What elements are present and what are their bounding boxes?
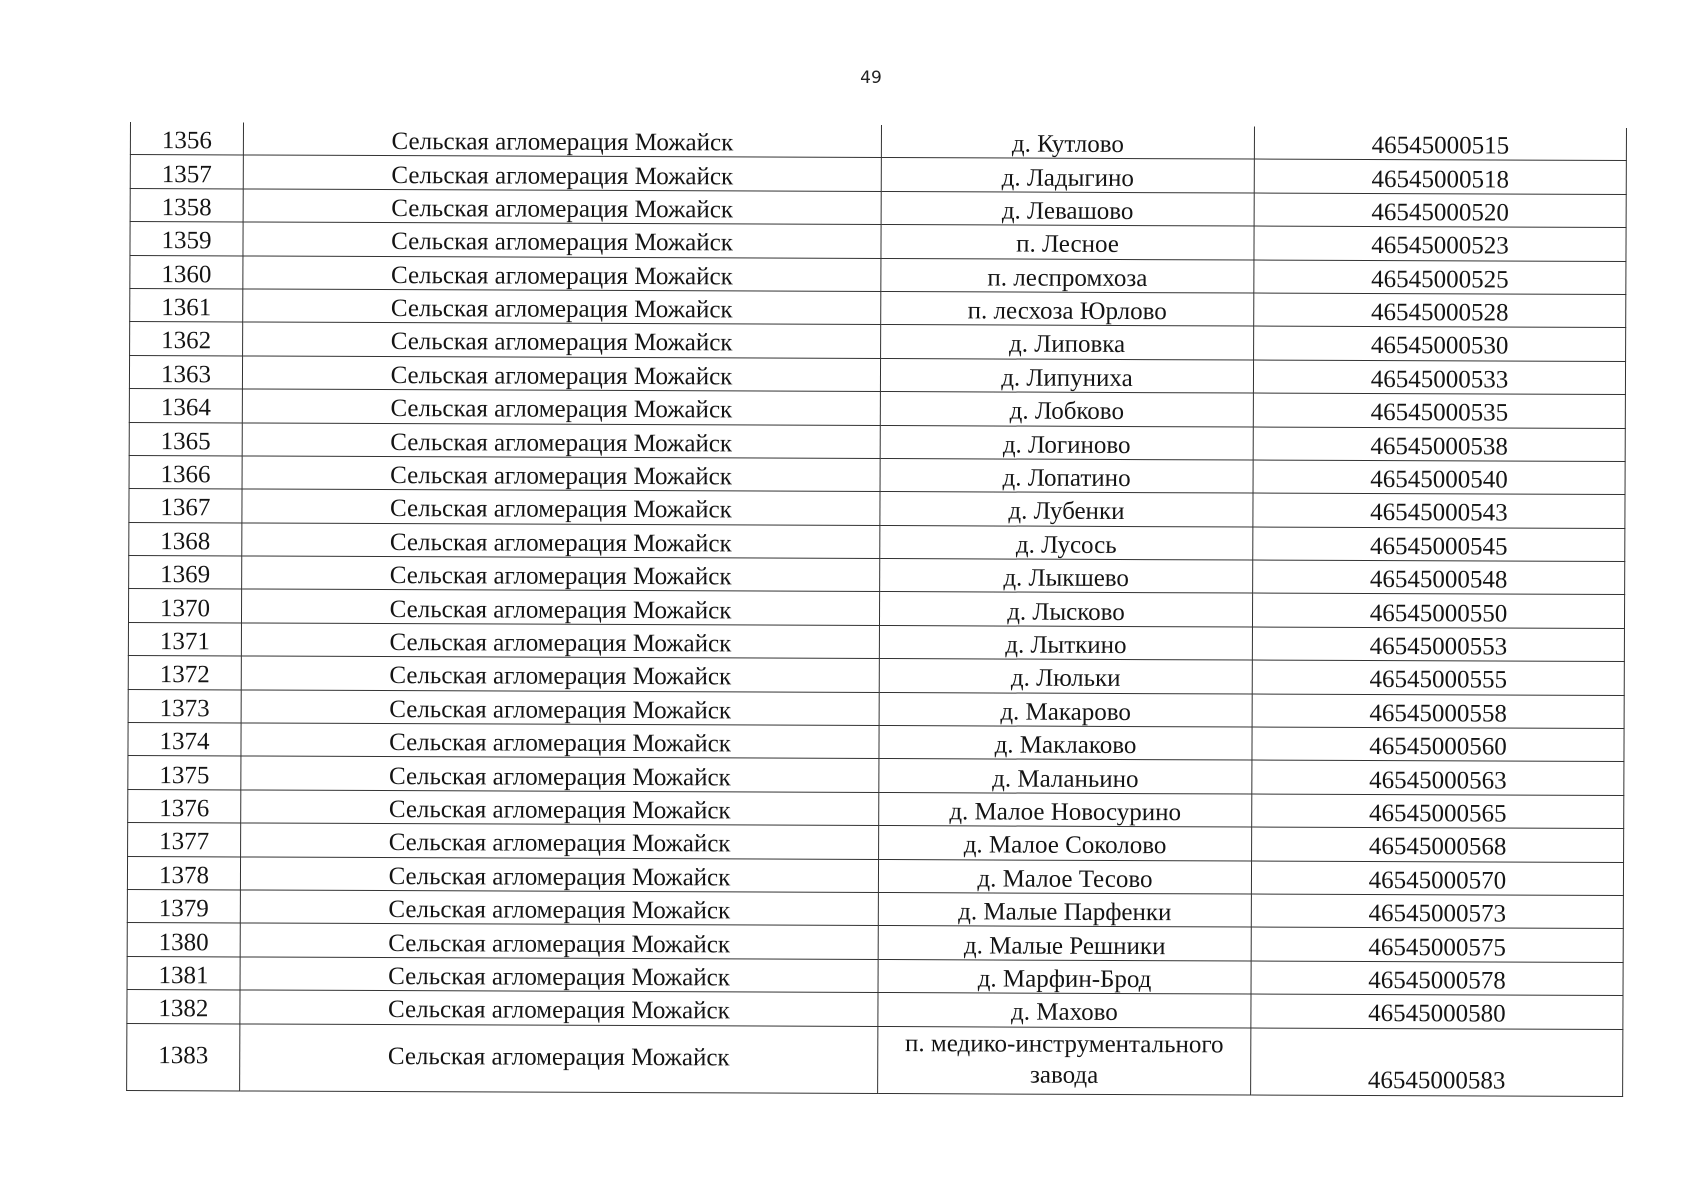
oktmo-code-cell: 46545000550: [1252, 593, 1624, 628]
oktmo-code-cell: 46545000530: [1254, 326, 1626, 361]
row-number-cell: 1360: [130, 255, 243, 289]
oktmo-code-cell: 46545000560: [1252, 727, 1624, 762]
agglomeration-cell: Сельская агломерация Можайск: [240, 857, 878, 893]
row-number-cell: 1376: [128, 789, 241, 823]
oktmo-code-cell: 46545000535: [1253, 393, 1625, 428]
row-number-cell: 1378: [127, 856, 240, 890]
settlement-cell: д. Малое Соколово: [879, 826, 1252, 861]
oktmo-code-cell: 46545000580: [1251, 994, 1623, 1029]
oktmo-code-cell: 46545000553: [1252, 627, 1624, 662]
settlement-cell: п. Лесное: [881, 225, 1254, 260]
settlement-cell: д. Люльки: [879, 659, 1252, 694]
agglomeration-cell: Сельская агломерация Можайск: [241, 790, 879, 826]
agglomeration-cell: Сельская агломерация Можайск: [243, 222, 881, 258]
oktmo-code-cell: 46545000575: [1251, 927, 1623, 962]
agglomeration-cell: Сельская агломерация Можайск: [241, 623, 879, 659]
row-number-cell: 1363: [129, 355, 242, 389]
agglomeration-cell: Сельская агломерация Можайск: [240, 1023, 878, 1093]
agglomeration-cell: Сельская агломерация Можайск: [242, 389, 880, 425]
agglomeration-cell: Сельская агломерация Можайск: [241, 823, 879, 859]
row-number-cell: 1370: [128, 589, 241, 623]
agglomeration-cell: Сельская агломерация Можайск: [243, 322, 881, 358]
oktmo-code-cell: 46545000568: [1252, 827, 1624, 862]
agglomeration-cell: Сельская агломерация Можайск: [242, 556, 880, 592]
oktmo-code-cell: 46545000518: [1254, 159, 1626, 194]
agglomeration-cell: Сельская агломерация Можайск: [243, 256, 881, 292]
page-number: 49: [860, 68, 882, 88]
settlement-cell: д. Лусось: [880, 525, 1253, 560]
table-body: [127, 122, 1627, 1096]
row-number-cell: 1356: [130, 122, 243, 155]
agglomeration-cell: Сельская агломерация Можайск: [242, 422, 880, 458]
oktmo-code-cell: 46545000558: [1252, 694, 1624, 729]
agglomeration-cell: Сельская агломерация Можайск: [241, 690, 879, 726]
agglomeration-cell: Сельская агломерация Можайск: [240, 923, 878, 959]
table-row: [127, 1023, 1623, 1096]
oktmo-code-cell: 46545000528: [1254, 293, 1626, 328]
oktmo-code-cell: 46545000540: [1253, 460, 1625, 495]
settlement-cell: д. Маланьино: [879, 759, 1252, 794]
settlement-cell: д. Лубенки: [880, 492, 1253, 527]
row-number-cell: 1381: [127, 956, 240, 990]
row-number-cell: 1377: [128, 823, 241, 857]
settlement-cell: д. Махово: [878, 993, 1251, 1028]
agglomeration-cell: Сельская агломерация Можайск: [242, 456, 880, 492]
agglomeration-cell: Сельская агломерация Можайск: [241, 656, 879, 692]
oktmo-code-cell: 46545000520: [1254, 193, 1626, 228]
settlement-cell: д. Ладыгино: [881, 158, 1254, 193]
row-number-cell: 1365: [129, 422, 242, 456]
settlement-cell: д. Макарово: [879, 692, 1252, 727]
oktmo-code-cell: 46545000570: [1251, 861, 1623, 896]
oktmo-code-cell: 46545000548: [1253, 560, 1625, 595]
oktmo-code-cell: 46545000533: [1253, 360, 1625, 395]
row-number-cell: 1362: [130, 322, 243, 356]
row-number-cell: 1368: [129, 522, 242, 556]
settlement-cell: д. Малые Парфенки: [878, 892, 1251, 927]
agglomeration-cell: Сельская агломерация Можайск: [243, 189, 881, 225]
settlement-cell: д. Левашово: [881, 191, 1254, 226]
agglomeration-cell: Сельская агломерация Можайск: [243, 122, 881, 157]
agglomeration-cell: Сельская агломерация Можайск: [243, 155, 881, 191]
row-number-cell: 1371: [128, 622, 241, 656]
row-number-cell: 1364: [129, 389, 242, 423]
agglomeration-cell: Сельская агломерация Можайск: [241, 589, 879, 625]
settlement-cell: д. Логиново: [880, 425, 1253, 460]
settlement-cell: д. Лопатино: [880, 458, 1253, 493]
settlement-cell: д. Маклаково: [879, 726, 1252, 761]
settlement-cell: д. Лобково: [880, 392, 1253, 427]
settlement-cell: д. Марфин-Брод: [878, 959, 1251, 994]
settlement-cell: д. Лыткино: [879, 625, 1252, 660]
settlement-cell: д. Липуниха: [880, 358, 1253, 393]
agglomeration-cell: Сельская агломерация Можайск: [242, 489, 880, 525]
settlement-cell: д. Лысково: [879, 592, 1252, 627]
agglomeration-cell: Сельская агломерация Можайск: [241, 723, 879, 759]
settlement-cell: д. Липовка: [881, 325, 1254, 360]
row-number-cell: 1358: [130, 188, 243, 222]
row-number-cell: 1366: [129, 455, 242, 489]
oktmo-code-cell: 46545000525: [1254, 260, 1626, 295]
agglomeration-cell: Сельская агломерация Можайск: [240, 890, 878, 926]
oktmo-code-cell: 46545000563: [1252, 760, 1624, 795]
agglomeration-cell: Сельская агломерация Можайск: [242, 523, 880, 559]
row-number-cell: 1357: [130, 155, 243, 189]
oktmo-code-cell: 46545000543: [1253, 493, 1625, 528]
row-number-cell: 1359: [130, 222, 243, 256]
oktmo-code-cell: 46545000545: [1253, 527, 1625, 562]
agglomeration-cell: Сельская агломерация Можайск: [242, 356, 880, 392]
settlement-cell: д. Малое Новосурино: [879, 792, 1252, 827]
oktmo-code-cell: 46545000515: [1254, 127, 1626, 161]
row-number-cell: 1374: [128, 723, 241, 757]
agglomeration-cell: Сельская агломерация Можайск: [241, 756, 879, 792]
row-number-cell: 1383: [127, 1023, 240, 1090]
oktmo-code-cell: 46545000583: [1251, 1028, 1623, 1096]
oktmo-code-cell: 46545000538: [1253, 427, 1625, 462]
registry-table-container: [126, 122, 1622, 1097]
agglomeration-cell: Сельская агломерация Можайск: [240, 990, 878, 1026]
settlement-cell: д. Малое Тесово: [878, 859, 1251, 894]
settlement-cell: д. Малые Решники: [878, 926, 1251, 961]
row-number-cell: 1373: [128, 689, 241, 723]
oktmo-code-cell: 46545000555: [1252, 660, 1624, 695]
row-number-cell: 1369: [129, 556, 242, 590]
row-number-cell: 1379: [127, 889, 240, 923]
settlement-cell: д. Кутлово: [881, 125, 1254, 159]
row-number-cell: 1372: [128, 656, 241, 690]
row-number-cell: 1375: [128, 756, 241, 790]
row-number-cell: 1361: [130, 288, 243, 322]
settlements-table: [126, 122, 1627, 1097]
oktmo-code-cell: 46545000578: [1251, 961, 1623, 996]
oktmo-code-cell: 46545000565: [1252, 794, 1624, 829]
row-number-cell: 1367: [129, 489, 242, 523]
agglomeration-cell: Сельская агломерация Можайск: [243, 289, 881, 325]
oktmo-code-cell: 46545000573: [1251, 894, 1623, 929]
oktmo-code-cell: 46545000523: [1254, 226, 1626, 261]
settlement-cell: п. лесхоза Юрлово: [881, 291, 1254, 326]
settlement-cell: д. Лыкшево: [880, 559, 1253, 594]
settlement-cell: п. леспромхоза: [881, 258, 1254, 293]
row-number-cell: 1380: [127, 923, 240, 957]
settlement-cell: п. медико-инструментального завода: [878, 1026, 1251, 1094]
row-number-cell: 1382: [127, 990, 240, 1024]
agglomeration-cell: Сельская агломерация Можайск: [240, 957, 878, 993]
